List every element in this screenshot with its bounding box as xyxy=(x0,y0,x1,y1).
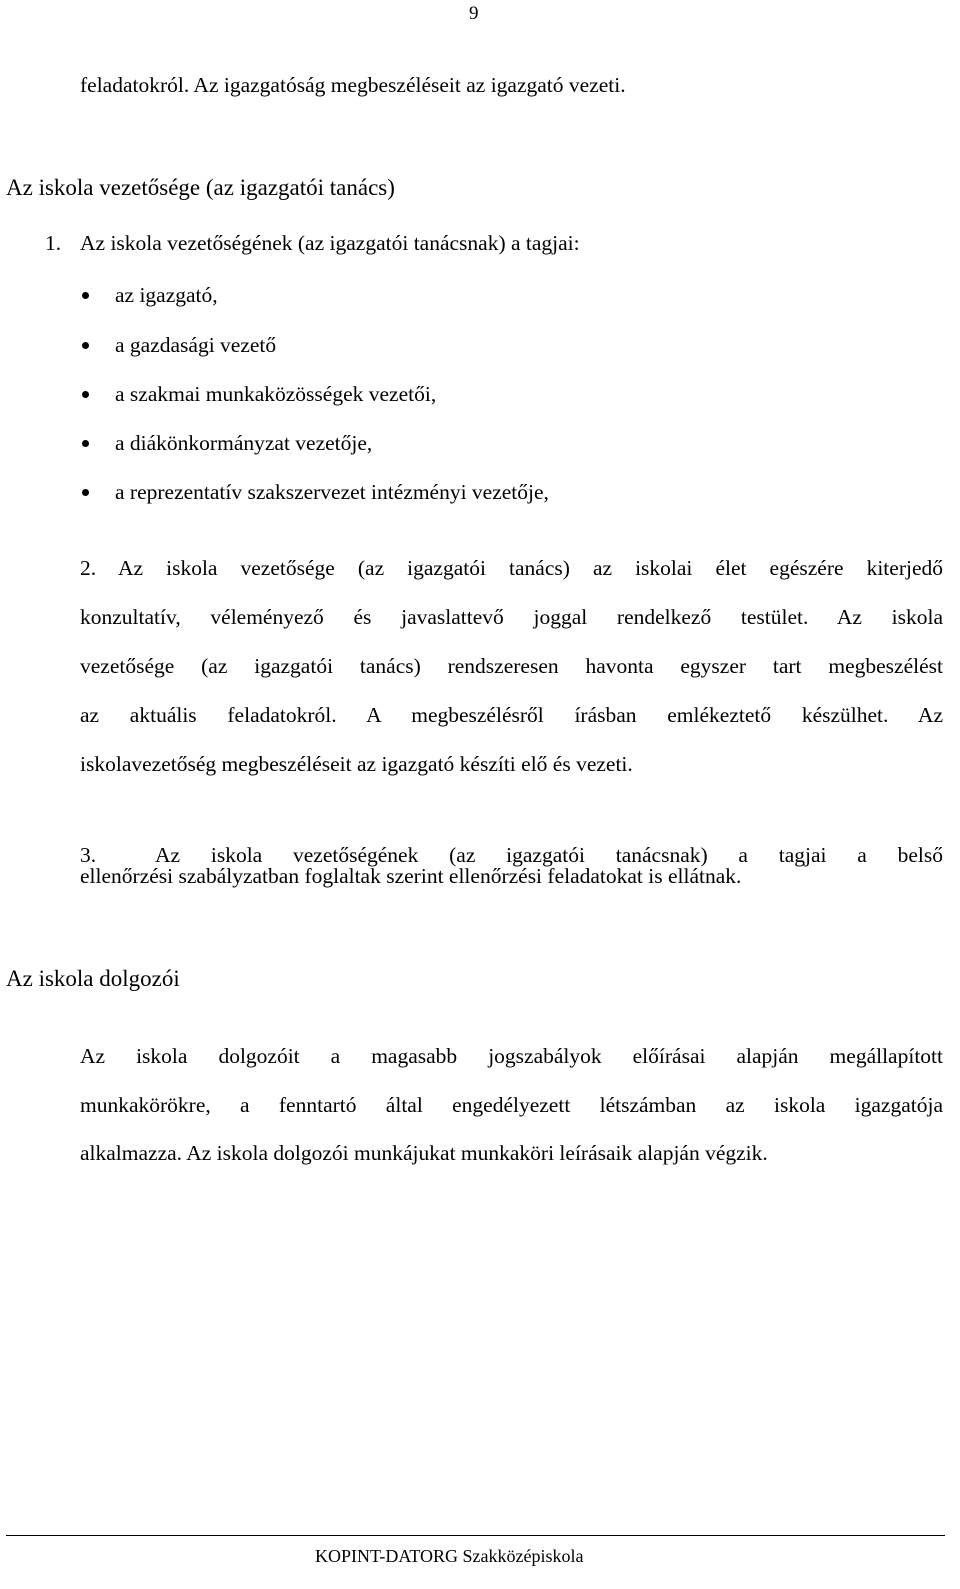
bullet-icon xyxy=(82,391,89,398)
paragraph-staff-line: alkalmazza. Az iskola dolgozói munkájukat munkaköri leírásaik alapján végzik. xyxy=(80,1141,768,1165)
paragraph-item-2-line: az aktuális feladatokról. A megbeszélésről írásban emlékeztető készülhet. Az xyxy=(80,703,943,727)
bullet-icon xyxy=(82,489,89,496)
paragraph-item-3-line: ellenőrzési szabályzatban foglaltak szerint ellenőrzési feladatokat is ellátnak. xyxy=(80,864,742,888)
list-number-1: 1. xyxy=(45,231,62,255)
bullet-item: a gazdasági vezető xyxy=(115,333,277,357)
list-item-1-text: Az iskola vezetőségének (az igazgatói tanácsnak) a tagjai: xyxy=(80,231,580,255)
paragraph-item-3-line: Az iskola vezetőségének (az igazgatói tanácsnak) a tagjai a belső xyxy=(155,843,943,867)
page-number: 9 xyxy=(469,3,479,24)
footer-text: KOPINT-DATORG Szakközépiskola xyxy=(315,1546,584,1566)
bullet-icon xyxy=(82,292,89,299)
footer-divider xyxy=(6,1535,945,1536)
bullet-icon xyxy=(82,342,89,349)
section-heading-leadership: Az iskola vezetősége (az igazgatói tanács) xyxy=(6,175,395,200)
paragraph-item-2-line: konzultatív, véleményező és javaslattevő joggal rendelkező testület. Az iskola xyxy=(80,605,943,629)
bullet-item: az igazgató, xyxy=(115,283,218,307)
list-number-3: 3. xyxy=(80,843,97,867)
paragraph-top-line: feladatokról. Az igazgatóság megbeszéléseit az igazgató vezeti. xyxy=(80,73,626,97)
bullet-item: a reprezentatív szakszervezet intézményi vezetője, xyxy=(115,480,549,504)
paragraph-staff-line: munkakörökre, a fenntartó által engedélyezett létszámban az iskola igazgatója xyxy=(80,1093,943,1117)
bullet-item: a szakmai munkaközösségek vezetői, xyxy=(115,382,437,406)
bullet-icon xyxy=(82,440,89,447)
paragraph-item-2-line: 2. Az iskola vezetősége (az igazgatói tanács) az iskolai élet egészére kiterjedő xyxy=(80,556,943,580)
paragraph-staff-line: Az iskola dolgozóit a magasabb jogszabályok előírásai alapján megállapított xyxy=(80,1044,943,1068)
bullet-item: a diákönkormányzat vezetője, xyxy=(115,431,373,455)
paragraph-item-2-line: vezetősége (az igazgatói tanács) rendszeresen havonta egyszer tart megbeszélést xyxy=(80,654,943,678)
paragraph-item-2-line: iskolavezetőség megbeszéléseit az igazgató készíti elő és vezeti. xyxy=(80,752,633,776)
section-heading-staff: Az iskola dolgozói xyxy=(6,966,180,991)
